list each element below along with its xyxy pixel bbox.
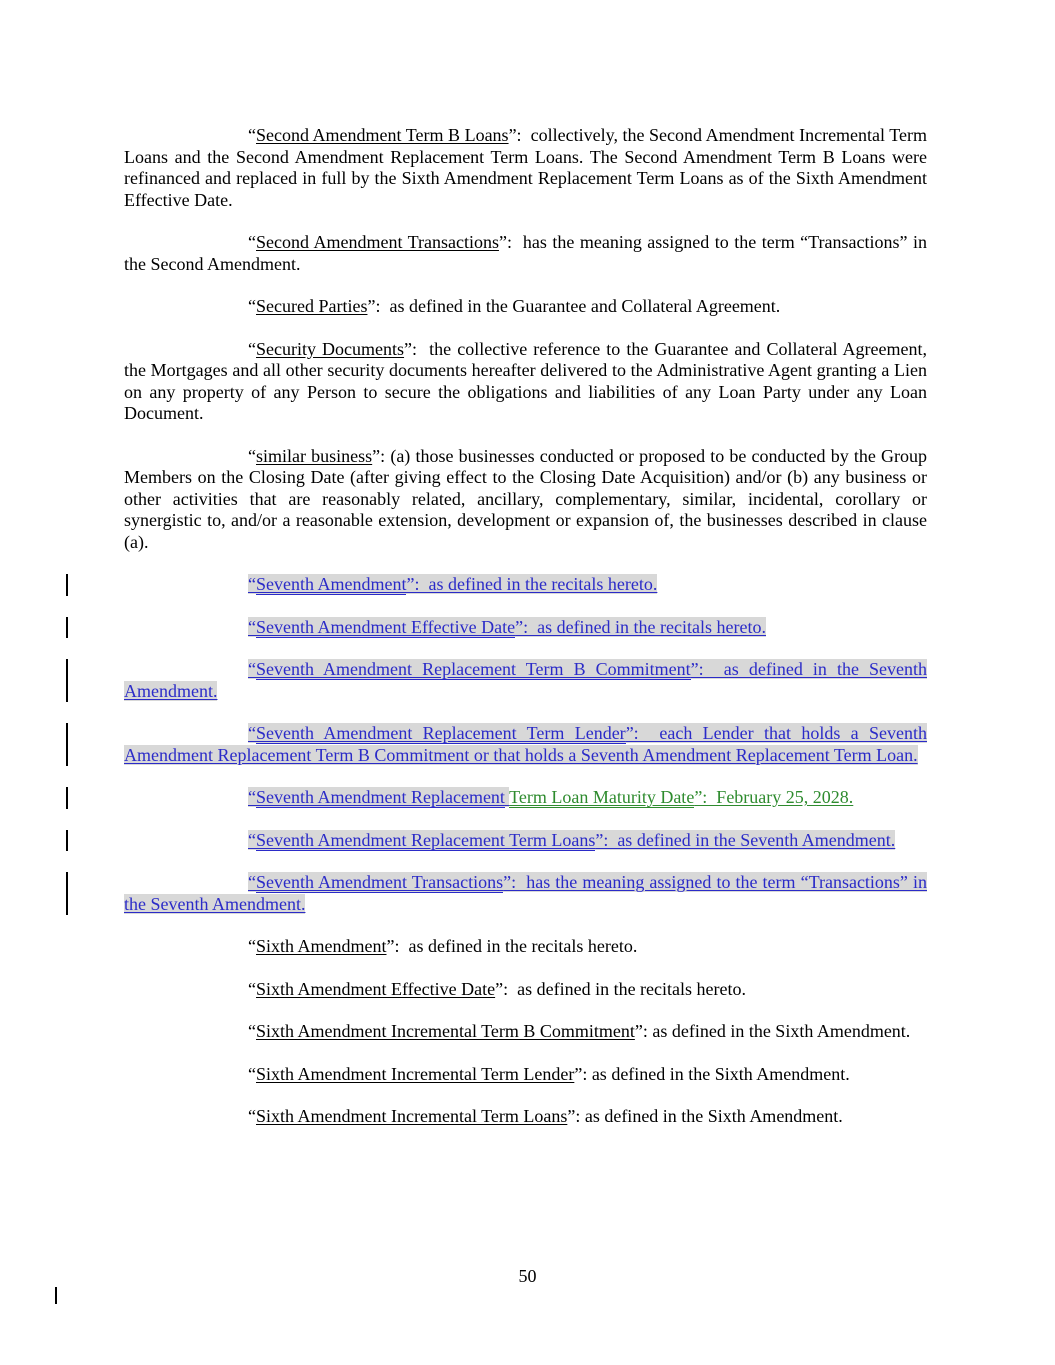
definition-secured-parties: [124, 296, 927, 318]
definition-text: ”: the collective reference to the Guarantee and Collateral Agreement, the Mortgages and all other security documents hereafter delivered to the Administrative Agent granting a Lien on any property of any Person to secure the obligations and liabilities of any Loan Party under any Loan Document.: [124, 338, 927, 423]
inserted-text: [248, 787, 509, 807]
definition-text: ”: as defined in the Guarantee and Collateral Agreement.: [367, 296, 781, 316]
definition-seventh-amendment-replacement-term-loans: [124, 830, 927, 852]
open-quote: “: [248, 978, 256, 999]
inserted-text: [248, 574, 657, 594]
definition-text: ”: as defined in the Seventh Amendment.: [595, 829, 896, 850]
inserted-text: [124, 872, 927, 914]
open-quote: “: [248, 574, 256, 594]
defined-term: Seventh Amendment Replacement Term Loans: [256, 829, 596, 850]
defined-term: Sixth Amendment Incremental Term B Commitment: [256, 1021, 635, 1041]
change-bar: [66, 872, 68, 915]
inserted-text: [124, 723, 927, 765]
definition-text: ”: as defined in the Sixth Amendment.: [634, 1021, 911, 1041]
definition-seventh-amendment-transactions: [124, 872, 927, 915]
definition-seventh-amendment-replacement-term-b-commitment: [124, 659, 927, 702]
definition-sixth-amendment-incremental-term-lender: [124, 1064, 927, 1086]
defined-term: Seventh Amendment: [256, 574, 407, 594]
definition-text: ”: as defined in the Sixth Amendment.: [574, 1063, 850, 1084]
definition-sixth-amendment: [124, 936, 927, 958]
definition-second-amendment-term-b-loans: [124, 125, 927, 211]
definition-text: ”: February 25, 2028.: [694, 787, 854, 807]
open-quote: “: [248, 872, 256, 892]
definition-similar-business: [124, 446, 927, 554]
open-quote: “: [248, 125, 256, 145]
definition-seventh-amendment: [124, 574, 927, 596]
open-quote: “: [248, 1063, 256, 1084]
change-bar: [66, 659, 68, 702]
definition-text: ”: as defined in the recitals hereto.: [386, 936, 638, 956]
definition-text: ”: each Lender that holds a Seventh Amendment Replacement Term B Commitment or that holds a Seventh Amendment Replacement Term Loan.: [124, 723, 927, 765]
open-quote: “: [248, 723, 256, 743]
change-bar: [66, 830, 68, 852]
definition-text: ”: has the meaning assigned to the term “Transactions” in the Seventh Amendment.: [124, 872, 927, 914]
definition-text: ”: as defined in the Sixth Amendment.: [567, 1106, 843, 1126]
change-bar: [66, 787, 68, 809]
defined-term: similar business: [256, 445, 373, 466]
open-quote: “: [248, 829, 256, 850]
defined-term: Seventh Amendment Transactions: [256, 872, 504, 892]
definition-second-amendment-transactions: [124, 232, 927, 275]
open-quote: “: [248, 445, 256, 466]
defined-term: Secured Parties: [256, 296, 368, 316]
moved-text: [509, 787, 853, 808]
definition-sixth-amendment-effective-date: [124, 979, 927, 1001]
defined-term: Sixth Amendment Incremental Term Lender: [256, 1063, 575, 1084]
open-quote: “: [248, 1106, 256, 1126]
open-quote: “: [248, 616, 256, 637]
open-quote: “: [248, 1021, 256, 1041]
definition-sixth-amendment-incremental-term-b-commitment: [124, 1021, 927, 1043]
change-bar: [66, 617, 68, 639]
definition-text: ”: as defined in the recitals hereto.: [495, 978, 747, 999]
change-bar: [66, 723, 68, 766]
definition-sixth-amendment-incremental-term-loans: [124, 1106, 927, 1128]
defined-term: Sixth Amendment Incremental Term Loans: [256, 1106, 568, 1126]
inserted-text: [248, 830, 895, 850]
defined-term-continued: Term Loan Maturity Date: [509, 787, 695, 807]
definition-text: ”: has the meaning assigned to the term “Transactions” in the Second Amendment.: [124, 232, 927, 274]
defined-term: Seventh Amendment Replacement Term Lender: [256, 723, 626, 743]
defined-term: Second Amendment Term B Loans: [256, 125, 509, 145]
change-bar-footer: [55, 1287, 57, 1304]
defined-term: Sixth Amendment Effective Date: [256, 978, 496, 999]
definition-text: ”: collectively, the Second Amendment Incremental Term Loans and the Second Amendment Replacement Term Loans. The Second Amendment Term B Loans were refinanced and replaced in full by the Sixth Amendment Replacement Term Loans as of the Sixth Amendment Effective Date.: [124, 125, 927, 210]
definition-seventh-amendment-replacement-term-loan-maturity-date: [124, 787, 927, 809]
open-quote: “: [248, 659, 256, 679]
definition-text: ”: as defined in the recitals hereto.: [515, 616, 766, 637]
inserted-text: [124, 659, 927, 701]
open-quote: “: [248, 232, 256, 252]
defined-term: Security Documents: [256, 338, 405, 359]
definition-text: ”: as defined in the Seventh Amendment.: [124, 659, 927, 701]
open-quote: “: [248, 296, 256, 316]
open-quote: “: [248, 338, 256, 359]
inserted-text: [248, 617, 766, 637]
definition-security-documents: [124, 339, 927, 425]
defined-term: Seventh Amendment Effective Date: [256, 616, 516, 637]
defined-term: Seventh Amendment Replacement: [256, 787, 505, 807]
defined-term: Second Amendment Transactions: [256, 232, 499, 252]
definition-seventh-amendment-replacement-term-lender: [124, 723, 927, 766]
document-body: [124, 125, 927, 1128]
definition-seventh-amendment-effective-date: [124, 617, 927, 639]
definition-text: ”: as defined in the recitals hereto.: [406, 574, 658, 594]
change-bar: [66, 574, 68, 596]
page-number: 50: [518, 1266, 537, 1286]
definition-text: ”: (a) those businesses conducted or proposed to be conducted by the Group Members on the Closing Date (after giving effect to the Closing Date Acquisition) and/or (b) any business or other activities that are reasonably related, ancillary, complementary, similar, incidental, corollary or synergistic to, and/or a reasonable extension, development or expansion of, the businesses described in clause (a).: [124, 445, 928, 552]
open-quote: “: [248, 787, 256, 807]
open-quote: “: [248, 936, 256, 956]
defined-term: Sixth Amendment: [256, 936, 387, 956]
defined-term: Seventh Amendment Replacement Term B Commitment: [256, 659, 691, 679]
